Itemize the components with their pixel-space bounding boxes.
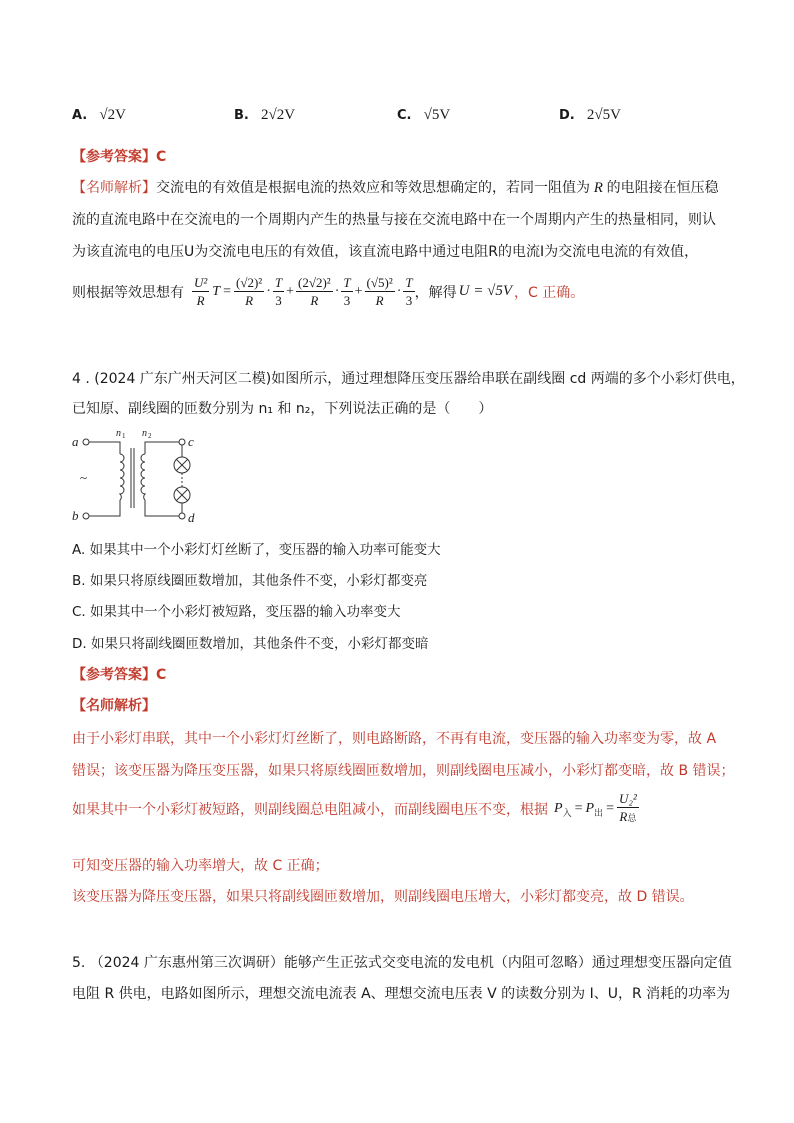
equation-prefix: 则根据等效思想有 <box>72 284 184 301</box>
q4-analysis-line-4: 可知变压器的输入功率增大，故 C 正确； <box>72 858 329 874</box>
option-value: √2V <box>99 107 126 123</box>
n1-label: n <box>116 428 121 439</box>
q3-answer: 【参考答案】C <box>72 149 167 165</box>
option-value: √5V <box>423 107 451 123</box>
q3-analysis-line-1: 【名师解析】交流电的有效值是根据电流的热效应和等效思想确定的，若同一阻值为 R 的电阻接在恒压稳 <box>72 180 719 196</box>
n2-label: n <box>142 428 147 439</box>
option-value: 2√2V <box>261 107 296 123</box>
analysis-text: 如果其中一个小彩灯被短路，则副线圈总电阻减小，而副线圈电压不变，根据 <box>72 801 548 818</box>
equation-suffix: ，解得 <box>414 284 457 301</box>
q3-option-d <box>559 107 621 124</box>
n2-subscript: 2 <box>148 432 152 440</box>
option-label: A. <box>72 108 88 123</box>
option-value: 2√5V <box>586 107 621 123</box>
analysis-text-b: 的电阻接在恒压稳 <box>606 180 719 196</box>
power-equation: P 入 = P 出 = $\frac{\text{U₂²}}{\text{R总}}$ <box>554 791 637 824</box>
option-label: D. <box>559 108 575 123</box>
transformer-diagram <box>68 426 208 526</box>
analysis-label: 【名师解析】 <box>72 180 156 196</box>
q3-option-b <box>234 107 295 124</box>
option-label: C. <box>397 108 412 123</box>
terminal-c-label: c <box>188 434 194 449</box>
q3-analysis-line-3: 为该直流电的电压U为交流电电压的有效值，该直流电路中通过电阻R的电流I为交流电电流的有效值， <box>72 244 699 260</box>
n1-subscript: 1 <box>122 432 126 440</box>
terminal-b-label: b <box>72 508 79 523</box>
equation-result: U = √5V <box>458 283 512 299</box>
q4-stem-line-1: 4 . (2024 广东广州天河区二模)如图所示，通过理想降压变压器给串联在副线圈 cd 两端的多个小彩灯供电， <box>72 371 745 387</box>
analysis-text: 交流电的有效值是根据电流的热效应和等效思想确定的，若同一阻值为 <box>156 180 590 196</box>
q4-analysis-label: 【名师解析】 <box>72 698 156 714</box>
q3-option-a <box>72 107 126 124</box>
q4-option-a: A. 如果其中一个小彩灯灯丝断了，变压器的输入功率可能变大 <box>72 542 441 558</box>
terminal-a-label: a <box>72 434 79 449</box>
q4-option-b: B. 如果只将原线圈匝数增加，其他条件不变，小彩灯都变亮 <box>72 573 428 589</box>
q3-equation-line <box>72 274 584 309</box>
q4-stem-line-2: 已知原、副线圈的匝数分别为 n₁ 和 n₂，下列说法正确的是（ ） <box>72 401 493 417</box>
equivalence-equation: $\frac{\text{U²}}{R}$ T = $\frac{\text{(√2)²}}{R}$ · $\frac{T}{3}$ + $\frac{\text{(2√2)²}}{R}$ · $\frac{T}{3}$ + $\frac{\text{(√5)²}}{R}$ · $\frac{T}{3}$ <box>194 275 413 308</box>
q4-analysis-line-3 <box>72 790 639 827</box>
q5-stem-line-1: 5. （2024 广东惠州第三次调研）能够产生正弦式交变电流的发电机（内阻可忽略）通过理想变压器向定值 <box>72 955 732 971</box>
q3-option-c <box>397 107 450 124</box>
terminal-d-label: d <box>188 510 195 525</box>
q4-option-d: D. 如果只将副线圈匝数增加，其他条件不变，小彩灯都变暗 <box>72 636 429 652</box>
q4-analysis-line-1: 由于小彩灯串联，其中一个小彩灯灯丝断了，则电路断路，不再有电流，变压器的输入功率变为零，故 A <box>72 731 717 747</box>
q4-answer: 【参考答案】C <box>72 667 167 683</box>
q4-option-c: C. 如果其中一个小彩灯被短路，变压器的输入功率变大 <box>72 604 401 620</box>
q5-stem-line-2: 电阻 R 供电，电路如图所示，理想交流电流表 A、理想交流电压表 V 的读数分别为 I、U，R 消耗的功率为 <box>72 986 731 1002</box>
ac-source-symbol: ~ <box>80 470 88 485</box>
q4-analysis-line-5: 该变压器为降压变压器，如果只将副线圈匝数增加，则副线圈电压增大，小彩灯都变亮，故 D 错误。 <box>72 889 694 905</box>
equation-end: ，C 正确。 <box>514 284 585 301</box>
option-label: B. <box>234 108 249 123</box>
q4-analysis-line-2: 错误；该变压器为降压变压器，如果只将原线圈匝数增加，则副线圈电压减小，小彩灯都变暗，故 B 错误； <box>72 763 735 779</box>
q3-analysis-line-2: 流的直流电路中在交流电的一个周期内产生的热量与接在交流电路中在一个周期内产生的热量相同，则认 <box>72 212 716 228</box>
